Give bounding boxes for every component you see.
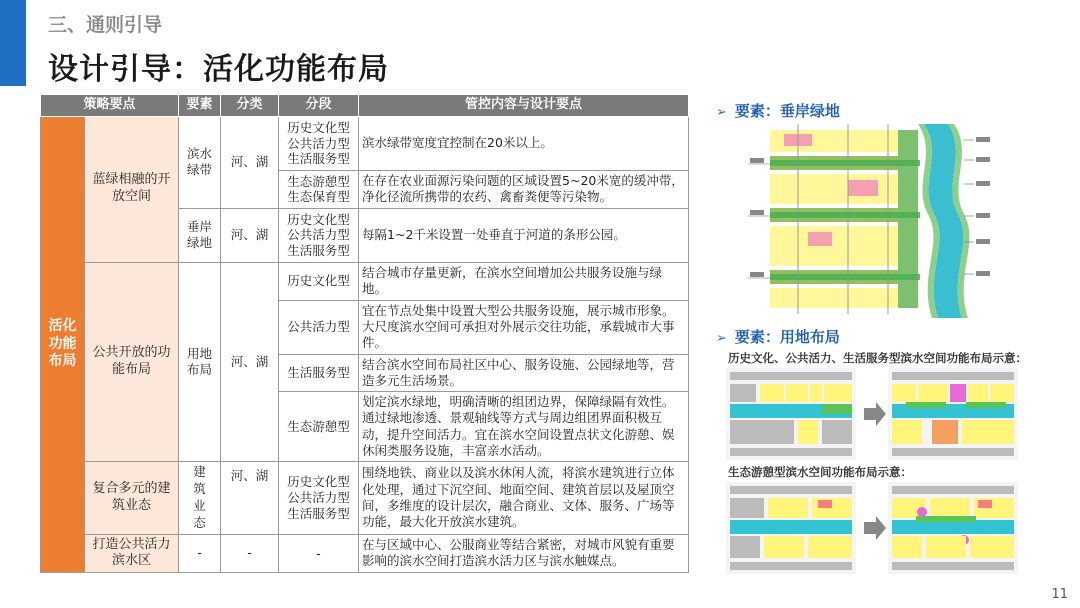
content-cell: 结合滨水空间布局社区中心、服务设施、公园绿地等，营造多元生活场景。 (359, 354, 689, 392)
table-row (41, 534, 689, 573)
type-cell: 河、湖 (221, 262, 279, 462)
land-use-diagram-2 (726, 482, 1018, 574)
strategy-cell: 复合多元的建筑业态 (85, 462, 179, 535)
element-cell: 用地布局 (179, 262, 221, 462)
element-cell: 滨水绿带 (179, 117, 221, 209)
heading-land-use: ➢ 要素：用地布局 (716, 328, 840, 346)
stage-cell: 生活服务型 (279, 354, 359, 392)
header-type: 分类 (221, 95, 279, 117)
content-cell: 在与区域中心、公服商业等结合紧密，对城市风貌有重要影响的滨水空间打造滨水活力区与滨水触媒点。 (359, 534, 689, 573)
land-blocks-left (770, 130, 898, 308)
guide-table (40, 94, 689, 573)
section-title: 三、通则引导 (48, 14, 163, 36)
strategy-cell: 公共开放的功能布局 (85, 262, 179, 462)
strategy-cell: 打造公共活力滨水区 (85, 534, 179, 573)
content-cell: 滨水绿带宽度宜控制在20米以上。 (359, 117, 689, 171)
table-header-row (41, 95, 689, 117)
type-cell: 河、湖 (221, 117, 279, 209)
stage-cell: 历史文化型 (279, 262, 359, 300)
green-belt (898, 130, 918, 308)
land-use-before-2 (726, 482, 856, 574)
type-cell: 河、湖 (221, 208, 279, 262)
content-cell: 宜在节点处集中设置大型公共服务设施，展示城市形象。大尺度滨水空间可承担对外展示交往功能，承载城市大事件。 (359, 300, 689, 354)
land-use-diagram-1 (726, 368, 1018, 460)
page-title: 设计引导：活化功能布局 (48, 52, 389, 87)
accent-bar (0, 0, 26, 86)
content-cell: 在存在农业面源污染问题的区域设置5~20米宽的缓冲带，净化径流所携带的农药、禽畜粪便等污染物。 (359, 171, 689, 209)
header-content: 管控内容与设计要点 (359, 95, 689, 117)
stage-cell: 生态游憩型 生态保育型 (279, 171, 359, 209)
heading-riverside-green: ➢ 要素：垂岸绿地 (716, 102, 840, 120)
type-cell: - (221, 534, 279, 573)
element-cell: 建筑业态 (179, 462, 221, 535)
content-cell: 每隔1~2千米设置一处垂直于河道的条形公园。 (359, 208, 689, 262)
arrow-bullet-icon: ➢ (716, 331, 727, 346)
table-row (41, 462, 689, 535)
land-use-after-1 (888, 368, 1018, 460)
header-element: 要素 (179, 95, 221, 117)
stage-cell: 公共活力型 (279, 300, 359, 354)
caption-land-use-1: 历史文化、公共活力、生活服务型滨水空间功能布局示意： (728, 351, 1027, 365)
category-cell (41, 117, 85, 573)
page-number: 11 (1051, 587, 1068, 602)
stage-cell: 历史文化型 公共活力型 生活服务型 (279, 462, 359, 535)
category-label: 活化功能布局 (48, 318, 77, 370)
land-use-after-2 (888, 482, 1018, 574)
transform-arrow-icon (864, 402, 886, 426)
stage-cell: 生态游憩型 (279, 392, 359, 462)
stage-cell: - (279, 534, 359, 573)
header-strategy: 策略要点 (41, 95, 179, 117)
content-cell: 划定滨水绿地，明确清晰的组团边界，保障绿隔有效性。通过绿地渗透、景观轴线等方式与周边组团界面积极互动，提升空间活力。宜在滨水空间设置点状文化游憩、娱休闲类服务设施，丰富亲水活动。 (359, 392, 689, 462)
table-row (41, 262, 689, 300)
strategy-cell: 蓝绿相融的开放空间 (85, 117, 179, 263)
element-cell: 垂岸绿地 (179, 208, 221, 262)
caption-land-use-2: 生态游憩型滨水空间功能布局示意： (728, 465, 912, 479)
type-cell: 河、湖 (221, 462, 279, 535)
transform-arrow-icon (864, 516, 886, 540)
content-cell: 结合城市存量更新，在滨水空间增加公共服务设施与绿地。 (359, 262, 689, 300)
table-row (41, 117, 689, 171)
arrow-bullet-icon: ➢ (716, 105, 727, 120)
stage-cell: 历史文化型 公共活力型 生活服务型 (279, 117, 359, 171)
land-use-before-1 (726, 368, 856, 460)
riverside-green-diagram (748, 124, 1000, 318)
stage-cell: 历史文化型 公共活力型 生活服务型 (279, 208, 359, 262)
element-cell: - (179, 534, 221, 573)
header-stage: 分段 (279, 95, 359, 117)
content-cell: 围绕地铁、商业以及滨水休闲人流，将滨水建筑进行立体化处理，通过下沉空间、地面空间、建筑首层以及屋顶空间，多维度的设计层次，融合商业、文体、服务、广场等功能，最大化开放滨水建筑。 (359, 462, 689, 535)
